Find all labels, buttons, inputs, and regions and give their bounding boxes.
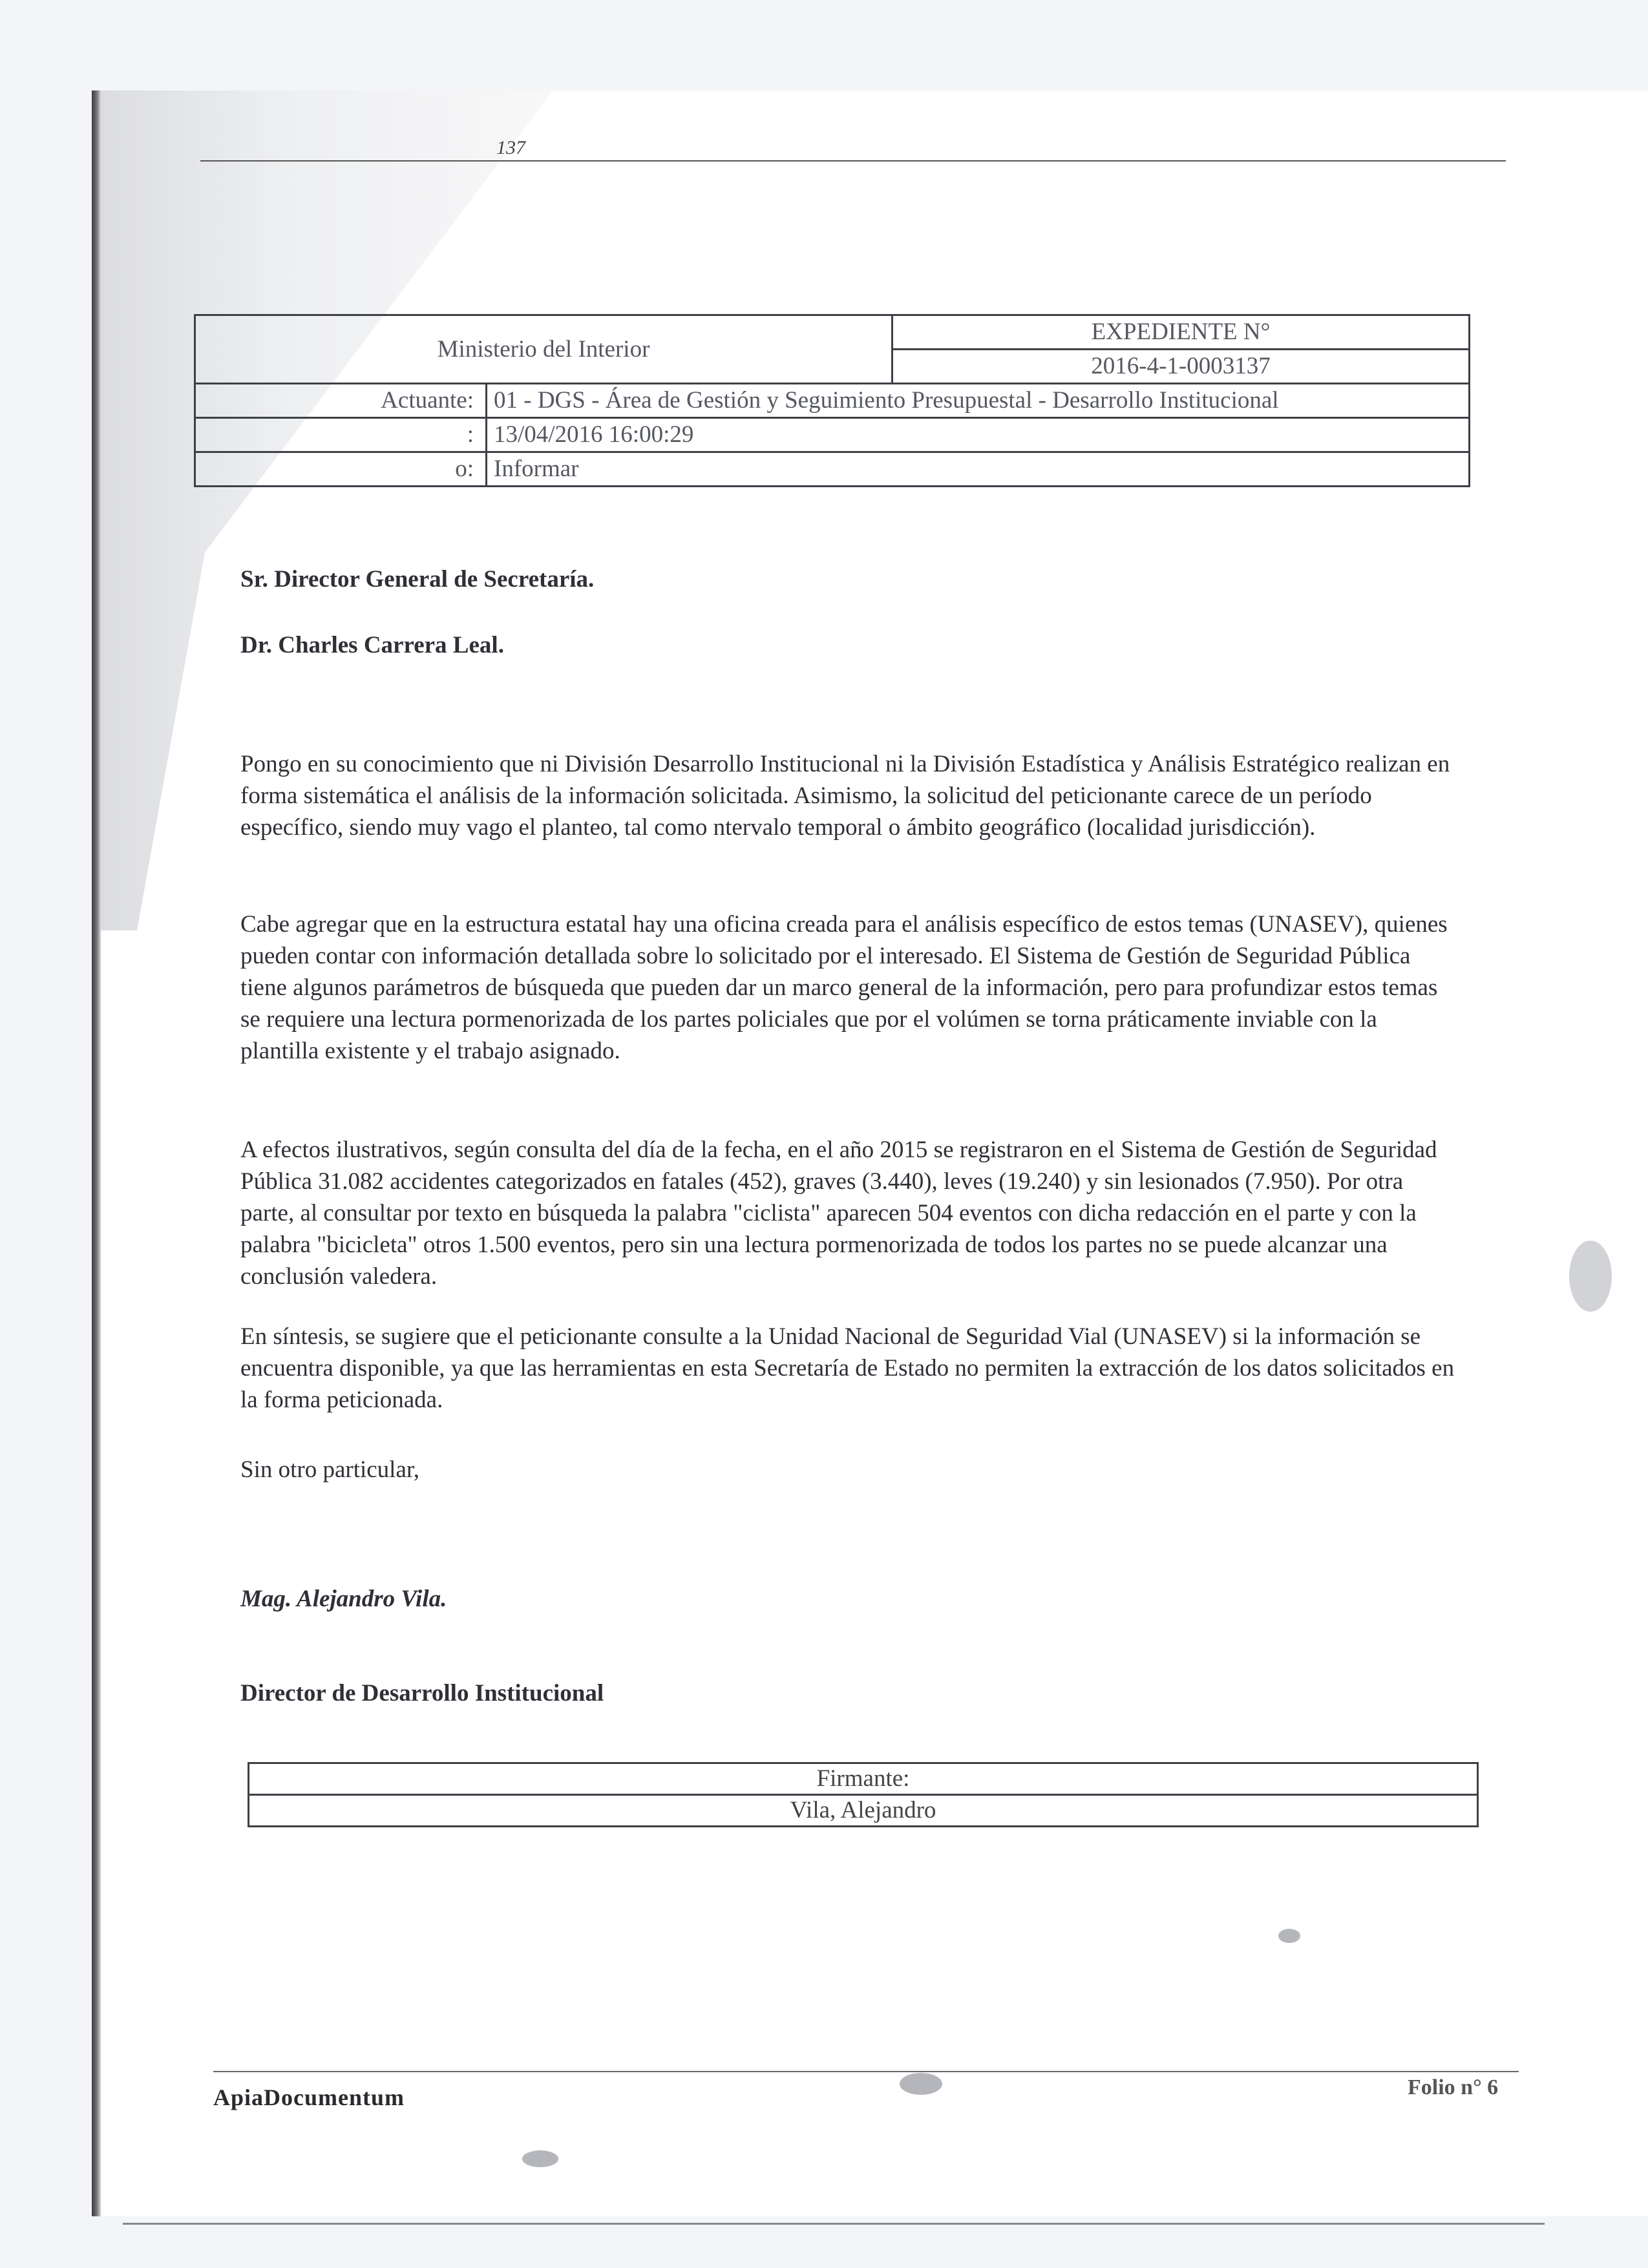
- paragraph: En síntesis, se sugiere que el peticionante consulte a la Unidad Nacional de Seguridad Vial (UNASEV) si la información se encuentra disponible, ya que las herramientas en esta Secretaría de Estado no permiten la extracción de los datos solicitados en la forma peticionada.: [240, 1323, 1455, 1413]
- header-reference: 137: [496, 137, 525, 158]
- row-value: 01 - DGS - Área de Gestión y Seguimiento Presupuestal - Desarrollo Institucional: [487, 384, 1470, 418]
- signer-title: Director de Desarrollo Institucional: [240, 1680, 604, 1706]
- scan-edge: [92, 90, 101, 2216]
- footer-brand: ApiaDocumentum: [213, 2084, 405, 2110]
- row-label: o:: [195, 452, 487, 487]
- paragraph: A efectos ilustrativos, según consulta del día de la fecha, en el año 2015 se registraron en el Sistema de Gestión de Seguridad Pública 31.082 accidentes categorizados en fatales (452), graves (3.440), leves (19.240) y sin lesionados (7.950). Por otra parte, al consultar por texto en búsqueda la palabra "ciclista" aparecen 504 eventos con dicha redacción en el parte y con la palabra "bicicleta" otros 1.500 eventos, pero sin una lectura pormenorizada de todos los partes no se puede alcanzar una conclusión valedera.: [240, 1137, 1437, 1290]
- row-value: Informar: [487, 452, 1470, 487]
- expediente-number: 2016-4-1-0003137: [893, 350, 1470, 384]
- firmante-label: Firmante:: [249, 1763, 1478, 1795]
- row-value: 13/04/2016 16:00:29: [487, 418, 1470, 452]
- header-rule: [200, 160, 1506, 162]
- ink-smudge: [1278, 1929, 1300, 1943]
- paragraph: Cabe agregar que en la estructura estatal hay una oficina creada para el análisis específico de estos temas (UNASEV), quienes pueden contar con información detallada sobre lo solicitado por el interesado. El Sistema de Gestión de Seguridad Pública tiene algunos parámetros de búsqueda que pueden dar un marco general de la información, pero para profundizar estos temas se requiere una lectura pormenorizada de los partes policiales que por el volúmen se torna práticamente inviable con la plantilla existente y el trabajo asignado.: [240, 911, 1448, 1064]
- expediente-label: EXPEDIENTE N°: [893, 315, 1470, 350]
- firmante-name: Vila, Alejandro: [249, 1795, 1478, 1827]
- signer-name: Mag. Alejandro Vila.: [240, 1586, 447, 1612]
- addressee-title: Sr. Director General de Secretaría.: [240, 566, 595, 593]
- ink-smudge: [900, 2073, 942, 2095]
- addressee-name: Dr. Charles Carrera Leal.: [240, 632, 504, 658]
- footer-rule: [213, 2071, 1519, 2072]
- row-label: Actuante:: [195, 384, 487, 418]
- closing: Sin otro particular,: [240, 1456, 419, 1483]
- ministry-cell: Ministerio del Interior: [195, 315, 893, 384]
- ink-smudge: [522, 2150, 558, 2167]
- row-label: :: [195, 418, 487, 452]
- bottom-rule: [123, 2223, 1545, 2225]
- paragraph: Pongo en su conocimiento que ni División Desarrollo Institucional ni la División Estadística y Análisis Estratégico realizan en forma sistemática el análisis de la información solicitada. Asimismo, la solicitud del peticionante carece de un período específico, siendo muy vago el planteo, tal como ntervalo temporal o ámbito geográfico (localidad jurisdicción).: [240, 751, 1450, 841]
- expediente-table: [194, 314, 1470, 487]
- folio-number: Folio n° 6: [1408, 2075, 1499, 2099]
- firmante-table: [248, 1762, 1479, 1827]
- ink-smudge: [1569, 1241, 1612, 1312]
